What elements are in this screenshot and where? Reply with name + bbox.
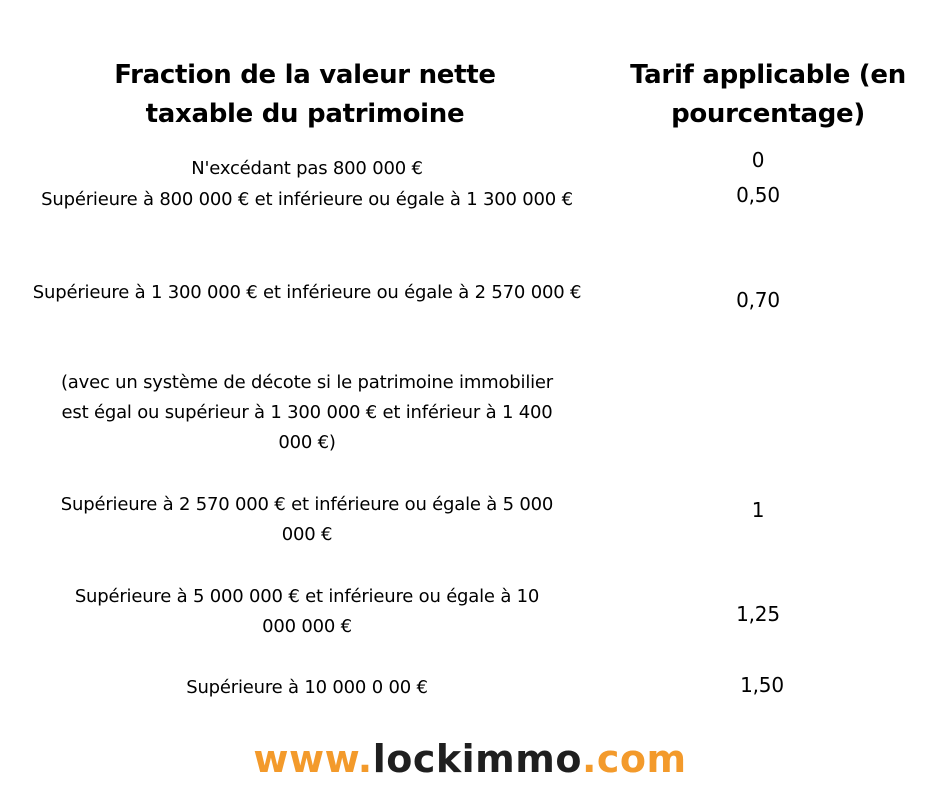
row-fraction-0: N'excédant pas 800 000 € [191, 158, 423, 179]
row-fraction-4: Supérieure à 2 570 000 € et inférieure ou égale à 5 000 000 € [60, 494, 554, 545]
row-fraction-5: Supérieure à 5 000 000 € et inférieure ou égale à 10 000 000 € [74, 586, 540, 637]
row-tarif-2: 0,70 [736, 288, 780, 312]
row-fraction-1: Supérieure à 800 000 € et inférieure ou égale à 1 300 000 € [41, 189, 573, 210]
row-fraction-3-decote-note: (avec un système de décote si le patrimoine immobilier est égal ou supérieur à 1 300 000 € et inférieur à 1 400 000 €) [60, 372, 554, 453]
logo-name: lockimmo [372, 737, 582, 781]
row-tarif-6: 1,50 [740, 673, 784, 697]
lockimmo-logo [0, 734, 940, 784]
row-tarif-1: 0,50 [736, 183, 780, 207]
row-tarif-5: 1,25 [736, 602, 780, 626]
row-fraction-2: Supérieure à 1 300 000 € et inférieure ou égale à 2 570 000 € [32, 282, 582, 303]
column-header-tarif: Tarif applicable (en pourcentage) [630, 60, 906, 129]
column-header-fraction: Fraction de la valeur nette taxable du patrimoine [114, 60, 496, 129]
logo-prefix: www. [253, 737, 373, 781]
row-fraction-6: Supérieure à 10 000 0 00 € [186, 677, 428, 698]
row-tarif-4: 1 [751, 498, 765, 522]
row-tarif-0: 0 [751, 148, 765, 172]
logo-suffix: .com [581, 737, 687, 781]
